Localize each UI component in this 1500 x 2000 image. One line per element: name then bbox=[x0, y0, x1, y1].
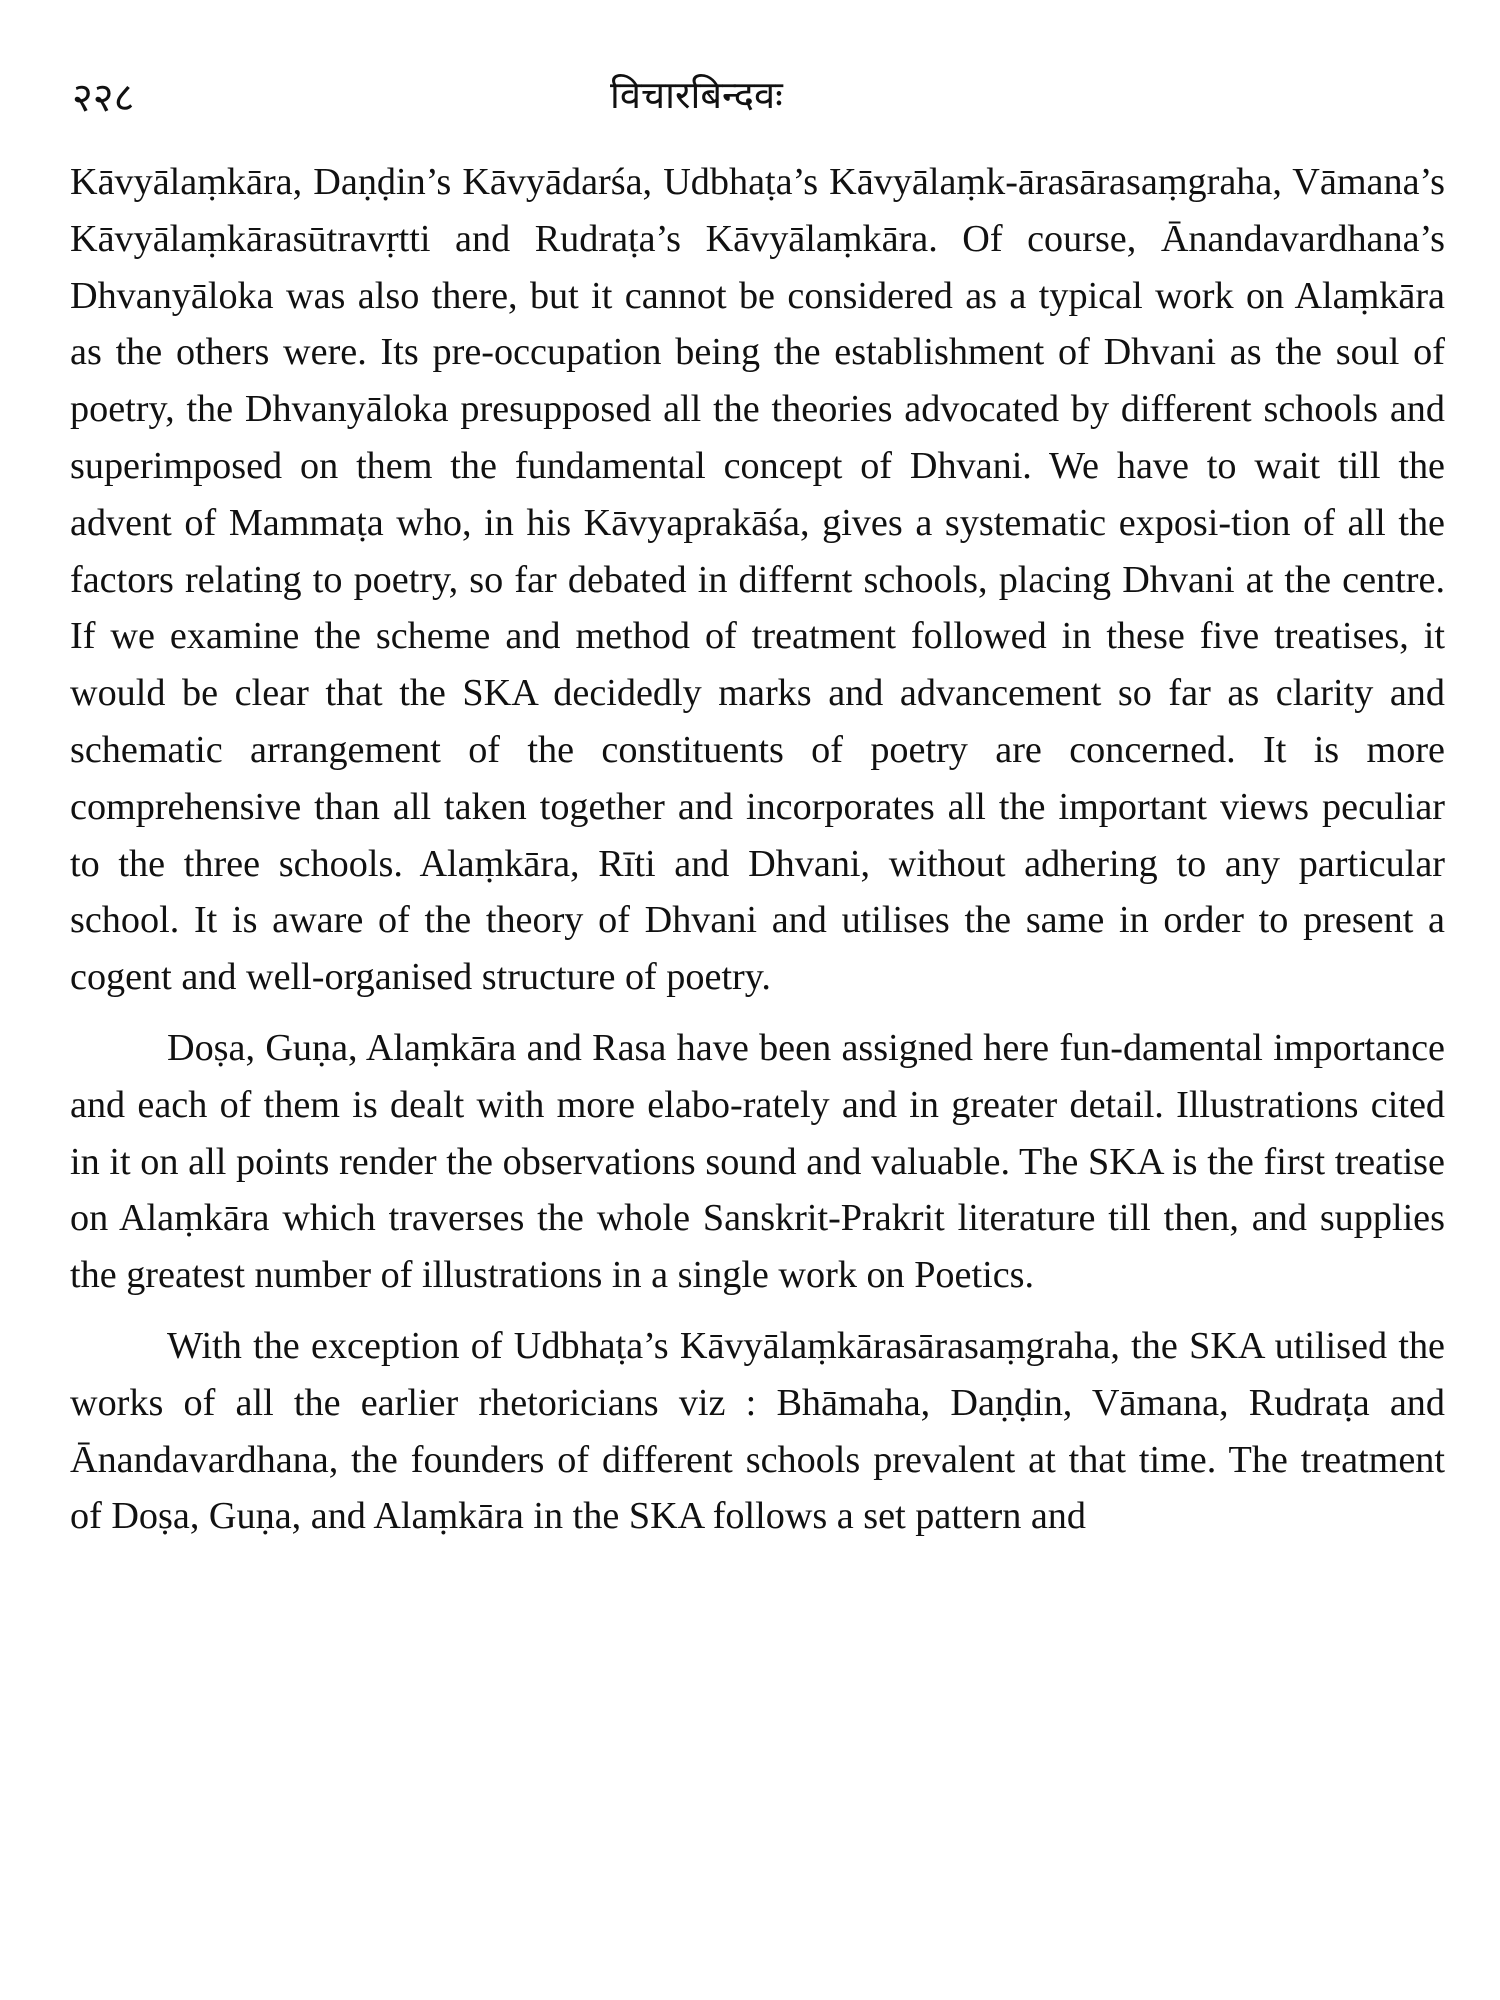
book-page bbox=[70, 64, 1445, 1545]
paragraph-continuation: Kāvyālaṃkāra, Daṇḍin’s Kāvyādarśa, Udbhaṭa’s Kāvyālaṃk-ārasārasaṃgraha, Vāmana’s Kāvyālaṃkārasūtravṛtti and Rudraṭa’s Kāvyālaṃkāra. Of course, Ānandavardhana’s Dhvanyāloka was also there, but it cannot be considered as a typical work on Alaṃkāra as the others were. Its pre-occupation being the establishment of Dhvani as the soul of poetry, the Dhvanyāloka presupposed all the theories advocated by different schools and superimposed on them the fundamental concept of Dhvani. We have to wait till the advent of Mammaṭa who, in his Kāvyaprakāśa, gives a systematic exposi-tion of all the factors relating to poetry, so far debated in differnt schools, placing Dhvani at the centre. If we examine the scheme and method of treatment followed in these five treatises, it would be clear that the SKA decidedly marks and advancement so far as clarity and schematic arrangement of the constituents of poetry are concerned. It is more comprehensive than all taken together and incorporates all the important views peculiar to the three schools. Alaṃkāra, Rīti and Dhvani, without adhering to any particular school. It is aware of the theory of Dhvani and utilises the same in order to present a cogent and well-organised structure of poetry. bbox=[70, 161, 1445, 999]
running-head bbox=[70, 64, 1445, 134]
page-number: २२८ bbox=[72, 75, 135, 121]
paragraph-dosa-guna: Doṣa, Guṇa, Alaṃkāra and Rasa have been assigned here fun-damental importance and each of them is dealt with more elabo-rately and in greater detail. Illustrations cited in it on all points render the observations sound and valuable. The SKA is the first treatise on Alaṃkāra which traverses the whole Sanskrit-Prakrit literature till then, and supplies the greatest number of illustrations in a single work on Poetics. bbox=[70, 1026, 1445, 1297]
body-text bbox=[70, 154, 1445, 1545]
paragraph-udbhata-exception: With the exception of Udbhaṭa’s Kāvyālaṃkārasārasaṃgraha, the SKA utilised the works of all the earlier rhetoricians viz : Bhāmaha, Daṇḍin, Vāmana, Rudraṭa and Ānandavardhana, the founders of different schools prevalent at that time. The treatment of Doṣa, Guṇa, and Alaṃkāra in the SKA follows a set pattern and bbox=[70, 1324, 1445, 1538]
running-title: विचारबिन्दवः bbox=[610, 73, 783, 117]
